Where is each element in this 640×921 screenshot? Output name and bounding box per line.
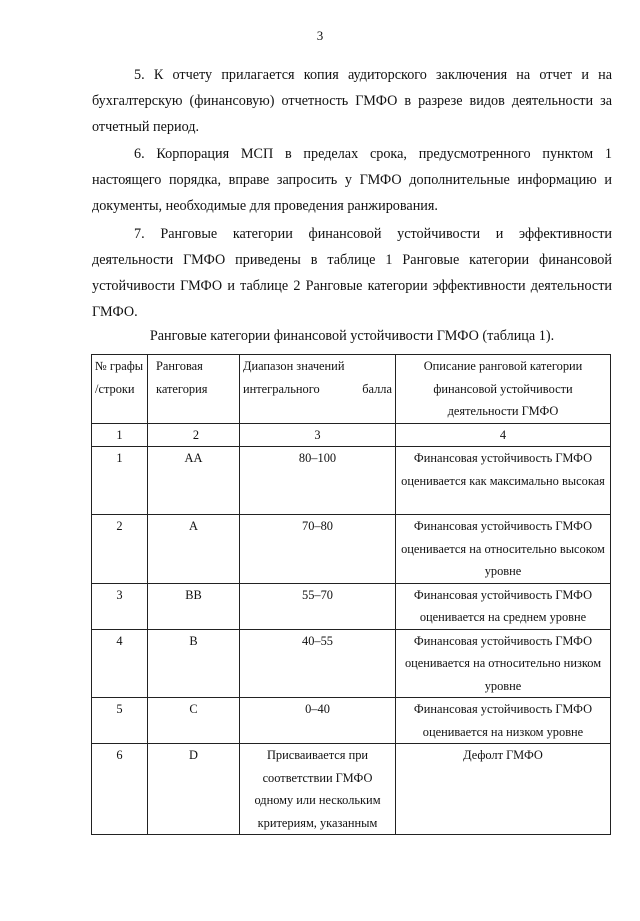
row-number: 2 xyxy=(92,515,148,584)
header-range: Диапазон значений интегрального балла xyxy=(240,355,396,424)
table-caption: Ранговые категории финансовой устойчивости ГМФО (таблица 1). xyxy=(149,328,555,344)
row-description: Дефолт ГМФО xyxy=(396,744,611,835)
row-number: 3 xyxy=(92,583,148,629)
row-category: BB xyxy=(148,583,240,629)
column-number: 2 xyxy=(148,423,240,447)
row-description: Финансовая устойчивость ГМФО оценивается на относительно высоком уровне xyxy=(396,515,611,584)
column-numbers-row xyxy=(92,423,611,447)
row-category: AA xyxy=(148,447,240,515)
table-row xyxy=(92,698,611,744)
paragraph-6: 6. Корпорация МСП в пределах срока, предусмотренного пунктом 1 настоящего порядка, вправе запросить у ГМФО дополнительные информацию и документы, необходимые для проведения ранжирования. xyxy=(92,146,612,214)
row-number: 6 xyxy=(92,744,148,835)
table-row xyxy=(92,515,611,584)
row-range: 70–80 xyxy=(240,515,396,584)
column-number: 1 xyxy=(92,423,148,447)
row-description: Финансовая устойчивость ГМФО оценивается на низком уровне xyxy=(396,698,611,744)
table-row xyxy=(92,629,611,698)
row-number: 4 xyxy=(92,629,148,698)
row-category: D xyxy=(148,744,240,835)
header-category: Ранговая категория xyxy=(148,355,240,424)
row-description: Финансовая устойчивость ГМФО оценивается на относительно низком уровне xyxy=(396,629,611,698)
paragraph-5: 5. К отчету прилагается копия аудиторского заключения на отчет и на бухгалтерскую (финансовую) отчетность ГМФО в разрезе видов деятельности за отчетный период. xyxy=(92,67,612,135)
row-range: Присваивается при соответствии ГМФО одному или нескольким критериям, указанным xyxy=(240,744,396,835)
row-range: 55–70 xyxy=(240,583,396,629)
row-range: 80–100 xyxy=(240,447,396,515)
row-description: Финансовая устойчивость ГМФО оценивается на среднем уровне xyxy=(396,583,611,629)
row-number: 5 xyxy=(92,698,148,744)
column-number: 3 xyxy=(240,423,396,447)
row-description: Финансовая устойчивость ГМФО оценивается как максимально высокая xyxy=(396,447,611,515)
table-row xyxy=(92,744,611,835)
row-category: C xyxy=(148,698,240,744)
row-category: A xyxy=(148,515,240,584)
row-range: 0–40 xyxy=(240,698,396,744)
header-description: Описание ранговой категории финансовой устойчивости деятельности ГМФО xyxy=(396,355,611,424)
page-number: 3 xyxy=(316,28,324,43)
rank-categories-table xyxy=(91,354,611,835)
column-number: 4 xyxy=(396,423,611,447)
table-header-row xyxy=(92,355,611,424)
table-row xyxy=(92,447,611,515)
row-number: 1 xyxy=(92,447,148,515)
row-range: 40–55 xyxy=(240,629,396,698)
row-category: B xyxy=(148,629,240,698)
header-row-number: № графы /строки xyxy=(92,355,148,424)
table-row xyxy=(92,583,611,629)
paragraph-7: 7. Ранговые категории финансовой устойчивости и эффективности деятельности ГМФО приведены в таблице 1 Ранговые категории финансовой устойчивости ГМФО и таблице 2 Ранговые категории эффективности деятельности ГМФО. xyxy=(92,226,612,320)
